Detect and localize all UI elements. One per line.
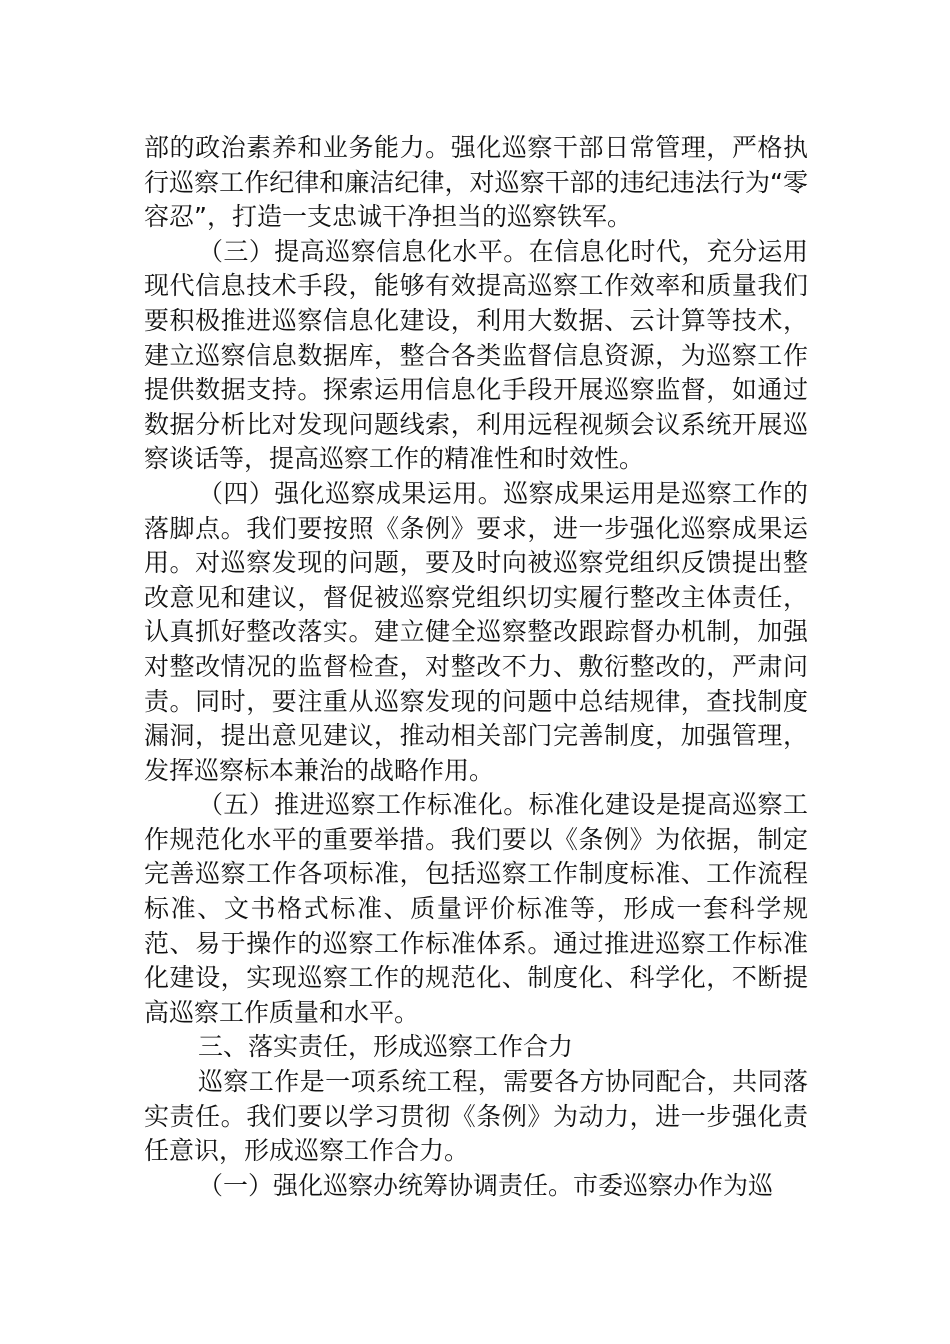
document-body [144,131,808,1203]
paragraph-coordination: （一）强化巡察办统筹协调责任。市委巡察办作为巡 [198,1170,774,1200]
section-heading: 三、落实责任，形成巡察工作合力 [198,1032,574,1062]
paragraph-informatization: （三）提高巡察信息化水平。在信息化时代，充分运用现代信息技术手段，能够有效提高巡察工作效率和质量我们要积极推进巡察信息化建设，利用大数据、云计算等技术，建立巡察信息数据库，整合各类监督信息资源，为巡察工作提供数据支持。探索运用信息化手段开展巡察监督，如通过数据分析比对发现问题线索，利用远程视频会议系统开展巡察谈话等，提高巡察工作的精准性和时效性。 [144,236,808,474]
paragraph-responsibility: 巡察工作是一项系统工程，需要各方协同配合，共同落实责任。我们要以学习贯彻《条例》为动力，进一步强化责任意识，形成巡察工作合力。 [144,1067,808,1166]
paragraph-continuation: 部的政治素养和业务能力。强化巡察干部日常管理，严格执行巡察工作纪律和廉洁纪律，对巡察干部的违纪违法行为“零容忍”，打造一支忠诚干净担当的巡察铁军。 [144,133,808,232]
paragraph-results-application: （四）强化巡察成果运用。巡察成果运用是巡察工作的落脚点。我们要按照《条例》要求，进一步强化巡察成果运用。对巡察发现的问题，要及时向被巡察党组织反馈提出整改意见和建议，督促被巡察党组织切实履行整改主体责任，认真抓好整改落实。建立健全巡察整改跟踪督办机制，加强对整改情况的监督检查，对整改不力、敷衍整改的，严肃问责。同时，要注重从巡察发现的问题中总结规律，查找制度漏洞，提出意见建议，推动相关部门完善制度，加强管理，发挥巡察标本兼治的战略作用。 [144,478,808,785]
paragraph-standardization: （五）推进巡察工作标准化。标准化建设是提高巡察工作规范化水平的重要举措。我们要以《条例》为依据，制定完善巡察工作各项标准，包括巡察工作制度标准、工作流程标准、文书格式标准、质量评价标准等，形成一套科学规范、易于操作的巡察工作标准体系。通过推进巡察工作标准化建设，实现巡察工作的规范化、制度化、科学化，不断提高巡察工作质量和水平。 [144,790,808,1027]
